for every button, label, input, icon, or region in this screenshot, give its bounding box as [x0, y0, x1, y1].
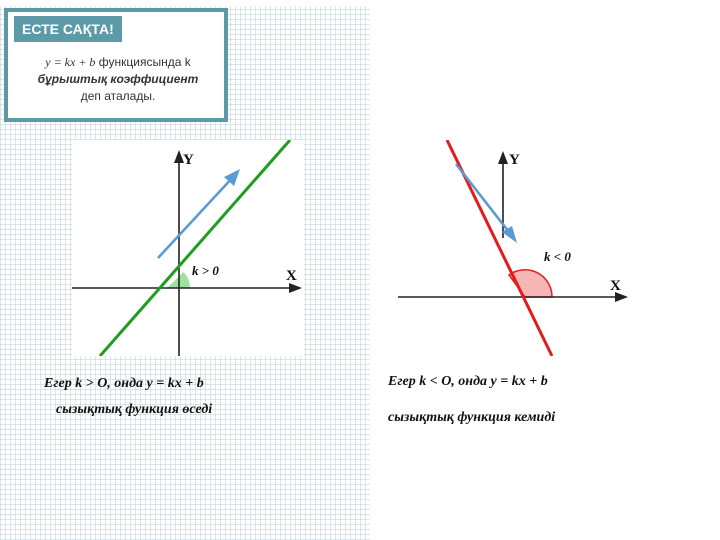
y-axis-label: Y	[183, 152, 194, 168]
rule-term: бұрыштық коэффициент	[37, 72, 199, 86]
x-axis-arrow	[289, 283, 302, 293]
remember-box	[4, 8, 228, 122]
rule-line-1	[16, 54, 220, 71]
graph-increasing	[72, 140, 304, 356]
graph-decreasing	[398, 140, 630, 356]
slope-label: k < 0	[544, 249, 571, 264]
y-axis-label: Y	[509, 152, 520, 168]
x-axis-label: X	[286, 268, 297, 284]
x-axis-label: X	[610, 278, 621, 294]
direction-arrow-head	[502, 226, 517, 243]
right-caption-line-2: сызықтық функция кемиді	[388, 410, 556, 425]
increasing-line	[100, 140, 290, 356]
left-caption-line-2: сызықтық функция өседі	[56, 402, 213, 417]
rule-text	[16, 54, 220, 105]
y-axis-arrow	[498, 151, 508, 164]
right-caption-line-1: Егер k < O, онда у = kx + b	[388, 374, 548, 389]
remember-tab: ЕСТЕ САҚТА!	[14, 16, 122, 42]
rule-line-1-rest: функциясында k	[95, 55, 191, 69]
rule-formula: y = kx + b	[45, 55, 96, 69]
top-white-strip	[0, 0, 370, 6]
slope-label: k > 0	[192, 263, 219, 278]
rule-line-3: деп аталады.	[80, 89, 156, 103]
left-caption-line-1: Егер k > O, онда у = kx + b	[44, 376, 204, 391]
